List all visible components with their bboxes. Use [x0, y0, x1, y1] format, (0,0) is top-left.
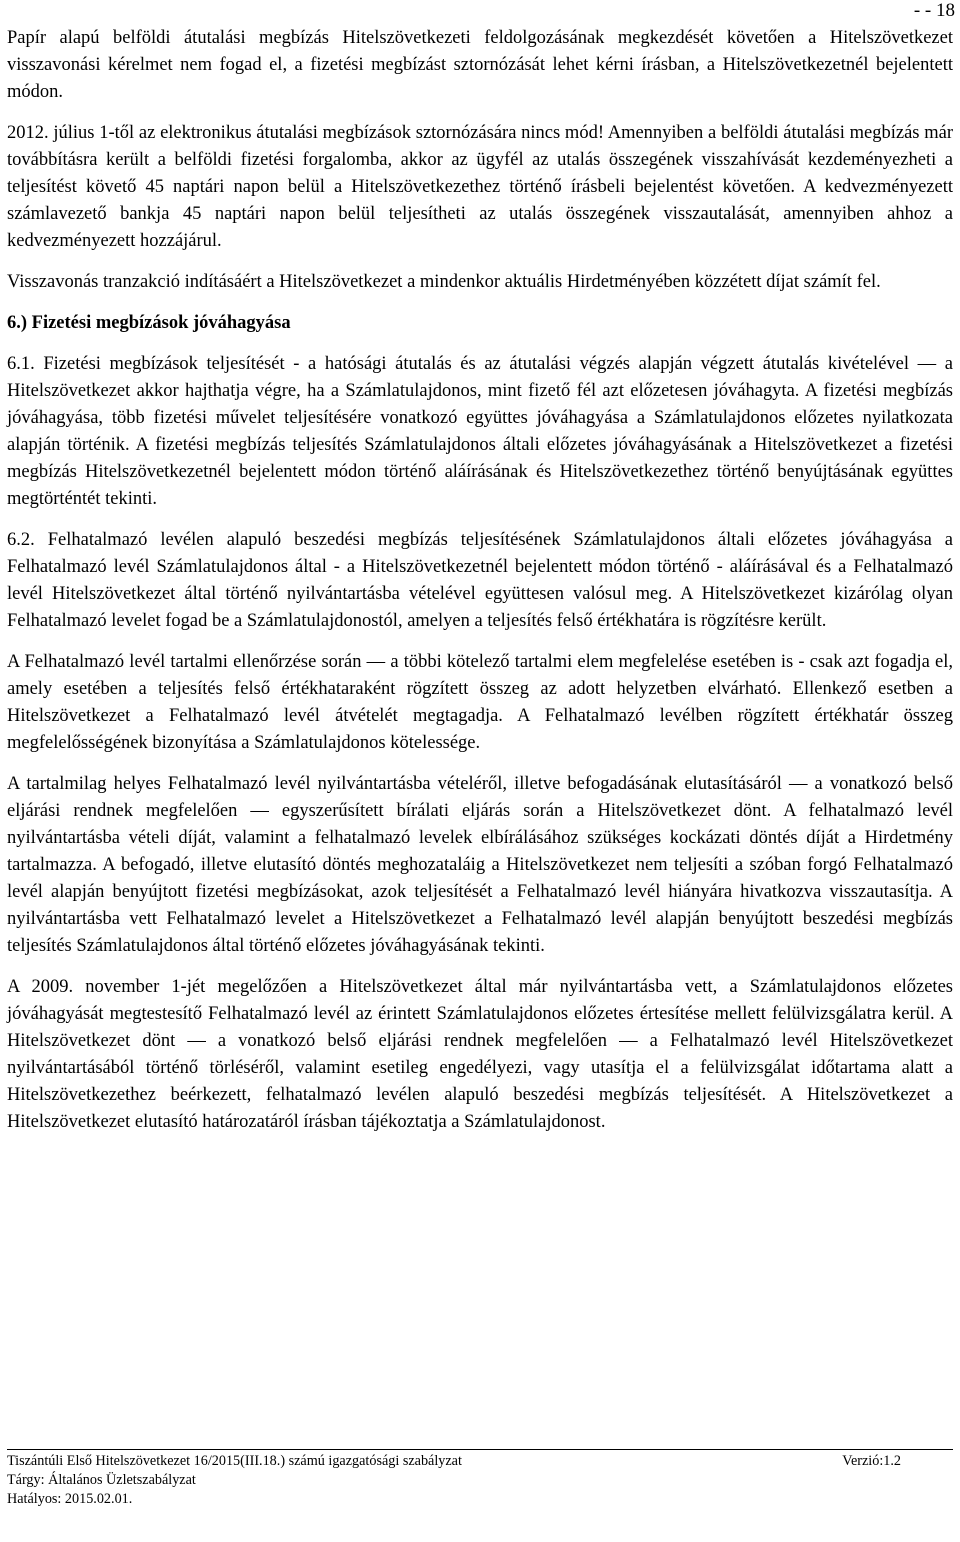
- section-heading: 6.) Fizetési megbízások jóváhagyása: [7, 313, 291, 333]
- footer-line-regulation: [7, 1452, 953, 1471]
- page-number: - - 18: [913, 0, 955, 21]
- paragraph-content-check: A Felhatalmazó levél tartalmi ellenőrzése során — a többi kötelező tartalmi elem megfelelése esetében is - csak azt fogadja el, amely esetében a teljesítés felső értékhataraként rögzített összeg az adott helyzetben elvárható. Ellenkező esetben a Hitelszövetkezet a Felhatalmazó levél átvételét megtagadja. A Felhatalmazó levélben rögzített értékhatár összeg megfelelősségének bizonyítása a Számlatulajdonos kötelessége.: [7, 652, 953, 753]
- paragraph-2009-review: A 2009. november 1-jét megelőzően a Hitelszövetkezet által már nyilvántartásba vett, a Számlatulajdonos előzetes jóváhagyását megtestesítő Felhatalmazó levél az érintett Számlatulajdonos előzetes értesítése mellett felülvizsgálatra kerül. A Hitelszövetkezet dönt — a vonatkozó belső eljárási rendnek megfelelően — a Felhatalmazó levél Hitelszövetkezet nyilvántartásából történő törléséről, valamint esetileg engedélyezi, vagy utasítja el a felülvizsgálat időtartama alatt a Hitelszövetkezethez beérkezett, felhatalmazó levélen alapuló beszedési megbízás teljesítését. A Hitelszövetkezet a Hitelszövetkezet elutasító határozatáról írásban tájékoztatja a Számlatulajdonost.: [7, 977, 953, 1132]
- footer-regulation: Tiszántúli Első Hitelszövetkezet 16/2015(III.18.) számú igazgatósági szabályzat: [7, 1453, 462, 1469]
- paragraph-revocation-fee: Visszavonás tranzakció indításáért a Hitelszövetkezet a mindenkor aktuális Hirdetményében közzétett díjat számít fel.: [7, 272, 881, 292]
- paragraph-6-2: 6.2. Felhatalmazó levélen alapuló beszedési megbízás teljesítésének Számlatulajdonos általi előzetes jóváhagyása a Felhatalmazó levél Számlatulajdonos által - a Hitelszövetkezetnél bejelentett módon történő - aláírásával és a Felhatalmazó levél Hitelszövetkezet által történő nyilvántartásba vételével együttesen valósul meg. A Hitelszövetkezet kizárólag olyan Felhatalmazó levelet fogad be a Számlatulajdonostól, amelyen a teljesítés felső értékhatára is rögzítésre került.: [7, 530, 953, 631]
- footer-effective-date: Hatályos: 2015.02.01.: [7, 1491, 133, 1507]
- paragraph-electronic-revocation: 2012. július 1-től az elektronikus átutalási megbízások sztornózására nincs mód! Amennyiben a belföldi átutalási megbízás már továbbításra került a belföldi fizetési forgalomba, akkor az ügyfél az utalás összegének visszahívását kezdeményezheti a teljesítést követő 45 naptári napon belül a Hitelszövetkezethez történő írásbeli bejelentést követően. A kedvezményezett számlavezető bankja 45 naptári napon belül teljesítheti az utalás összegének visszautalását, amennyiben ahhoz a kedvezményezett hozzájárul.: [7, 123, 953, 251]
- document-body: [7, 25, 953, 1136]
- footer-version: Verzió:1.2: [842, 1453, 901, 1469]
- paragraph-registration: A tartalmilag helyes Felhatalmazó levél nyilvántartásba vételéről, illetve befogadásának elutasításáról — a vonatkozó belső eljárási rendnek megfelelően — egyszerűsített bírálati eljárás során a Hitelszövetkezet dönt. A felhatalmazó levél nyilvántartásba vételi díját, valamint a felhatalmazó levelek elbírálásához szükséges kockázati döntés díját a Hirdetmény tartalmazza. A befogadó, illetve elutasító döntés meghozataláig a Hitelszövetkezet nem teljesíti a szóban forgó Felhatalmazó levél alapján benyújtott fizetési megbízásokat, azok teljesítését a Felhatalmazó levél hiányára hivatkozva visszautasítja. A nyilvántartásba vett Felhatalmazó levelet a Hitelszövetkezet a Felhatalmazó levél alapján benyújtott beszedési megbízás teljesítés Számlatulajdonos által történő előzetes jóváhagyásának tekinti.: [7, 774, 953, 956]
- paragraph-6-1: 6.1. Fizetési megbízások teljesítését - a hatósági átutalás és az átutalási végzés alapján végzett átutalás kivételével — a Hitelszövetkezet akkor hajthatja végre, ha a Számlatulajdonos, mint fizető fél azt előzetesen jóváhagyta. A fizetési megbízás jóváhagyása, több fizetési művelet teljesítésére vonatkozó együttes jóváhagyása a Számlatulajdonos előzetes nyilatkozata alapján történik. A fizetési megbízás teljesítés Számlatulajdonos általi előzetes jóváhagyásának a Hitelszövetkezet a fizetési megbízás Hitelszövetkezetnél bejelentett módon történő aláírásának és Hitelszövetkezethez történő benyújtásának együttes megtörténtét tekinti.: [7, 354, 953, 509]
- footer-subject: Tárgy: Általános Üzletszabályzat: [7, 1472, 196, 1488]
- footer-divider: [7, 1449, 953, 1450]
- paragraph-paper-transfer-revocation: Papír alapú belföldi átutalási megbízás Hitelszövetkezeti feldolgozásának megkezdését követően a Hitelszövetkezet visszavonási kérelmet nem fogad el, a fizetési megbízást sztornózását lehet kérni írásban, a Hitelszövetkezetnél bejelentett módon.: [7, 28, 953, 102]
- page-footer: [7, 1452, 953, 1509]
